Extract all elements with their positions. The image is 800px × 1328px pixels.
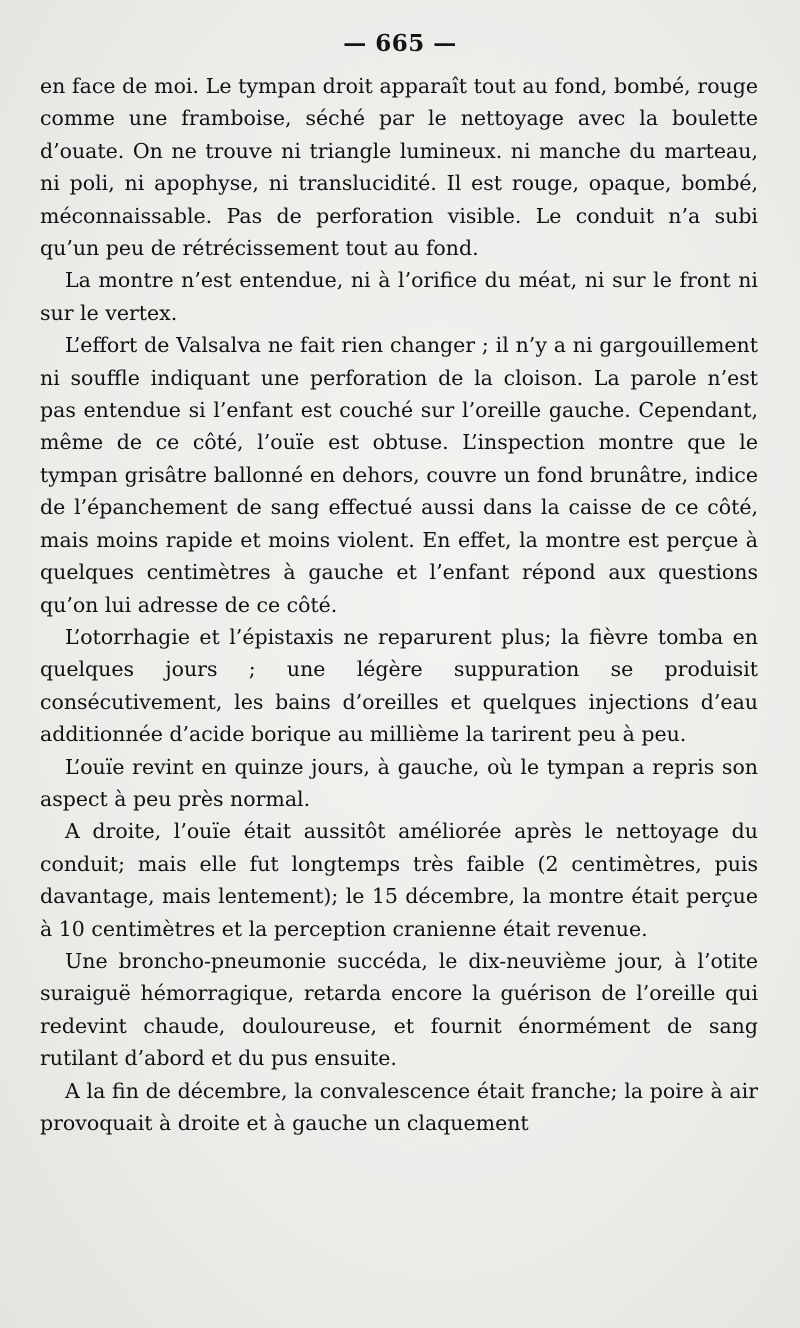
paragraph-continuation: en face de moi. Le tympan droit apparaît tout au fond, bombé, rouge comme une framboise, séché par le nettoyage avec la boulette d’ouate. On ne trouve ni triangle lumineux. ni manche du marteau, ni poli, ni apophyse, ni translucidité. Il est rouge, opaque, bombé, méconnaissable. Pas de perforation visible. Le conduit n’a subi qu’un peu de rétrécissement tout au fond. <box>40 74 758 261</box>
paragraph: L’effort de Valsalva ne fait rien changer ; il n’y a ni gargouillement ni souffle indiquant une perforation de la cloison. La parole n’est pas entendue si l’enfant est couché sur l’oreille gauche. Cependant, même de ce côté, l’ouïe est obtuse. L’inspection montre que le tympan grisâtre ballonné en dehors, couvre un fond brunâtre, indice de l’épanchement de sang effectué aussi dans la caisse de ce côté, mais moins rapide et moins violent. En effet, la montre est perçue à quelques centimètres à gauche et l’enfant répond aux questions qu’on lui adresse de ce côté. <box>40 333 758 617</box>
paragraph: A la fin de décembre, la convalescence était franche; la poire à air provoquait à droite et à gauche un claquement <box>40 1078 758 1135</box>
paragraph: A droite, l’ouïe était aussitôt améliorée après le nettoyage du conduit; mais elle fut longtemps très faible (2 centimètres, puis davantage, mais lentement); le 15 décembre, la montre était perçue à 10 centimètres et la perception cranienne était revenue. <box>40 819 758 941</box>
body-text <box>40 70 758 1139</box>
paragraph: Une broncho-pneumonie succéda, le dix-neuvième jour, à l’otite suraiguë hémorragique, retarda encore la guérison de l’oreille qui redevint chaude, douloureuse, et fournit énormément de sang rutilant d’abord et du pus ensuite. <box>40 948 758 1071</box>
page-number: — 665 — <box>343 30 457 57</box>
paragraph: L’ouïe revint en quinze jours, à gauche, où le tympan a repris son aspect à peu près normal. <box>40 754 758 811</box>
paragraph: La montre n’est entendue, ni à l’orifice du méat, ni sur le front ni sur le vertex. <box>40 268 758 325</box>
paragraph: L’otorrhagie et l’épistaxis ne reparurent plus; la fièvre tomba en quelques jours ; une légère suppuration se produisit consécutivement, les bains d’oreilles et quelques injections d’eau additionnée d’acide borique au millième la tarirent peu à peu. <box>40 624 758 747</box>
